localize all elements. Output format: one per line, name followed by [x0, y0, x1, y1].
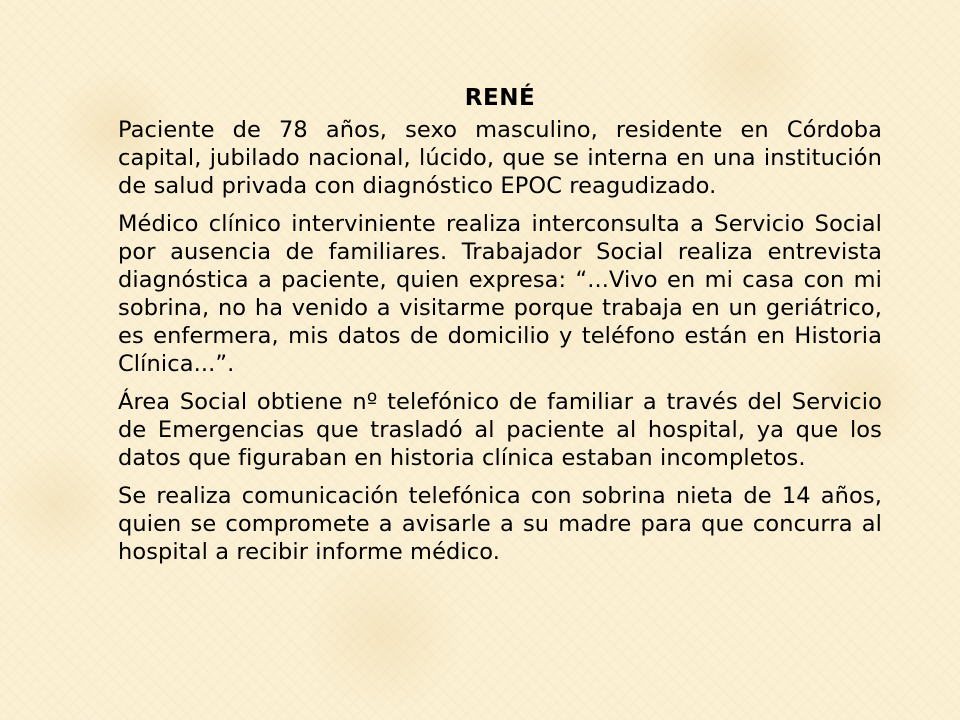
paragraph-social-area: Área Social obtiene nº telefónico de familiar a través del Servicio de Emergencias que trasladó al paciente al hospital, ya que los datos que figuraban en historia clínica estaban incompletos.: [118, 389, 882, 471]
paragraph-patient-info: Paciente de 78 años, sexo masculino, residente en Córdoba capital, jubilado nacional, lúcido, que se interna en una institución de salud privada con diagnóstico EPOC reagudizado.: [118, 117, 882, 199]
paragraph-phone-contact: Se realiza comunicación telefónica con sobrina nieta de 14 años, quien se compromete a avisarle a su madre para que concurra al hospital a recibir informe médico.: [118, 483, 882, 565]
paragraph-interconsultation: Médico clínico interviniente realiza interconsulta a Servicio Social por ausencia de familiares. Trabajador Social realiza entrevista diagnóstica a paciente, quien expresa: “...Vivo en mi casa con mi sobrina, no ha venido a visitarme porque trabaja en un geriátrico, es enfermera, mis datos de domicilio y teléfono están en Historia Clínica...”.: [118, 211, 882, 377]
slide-content: [118, 84, 882, 576]
slide-title: RENÉ: [464, 85, 536, 111]
